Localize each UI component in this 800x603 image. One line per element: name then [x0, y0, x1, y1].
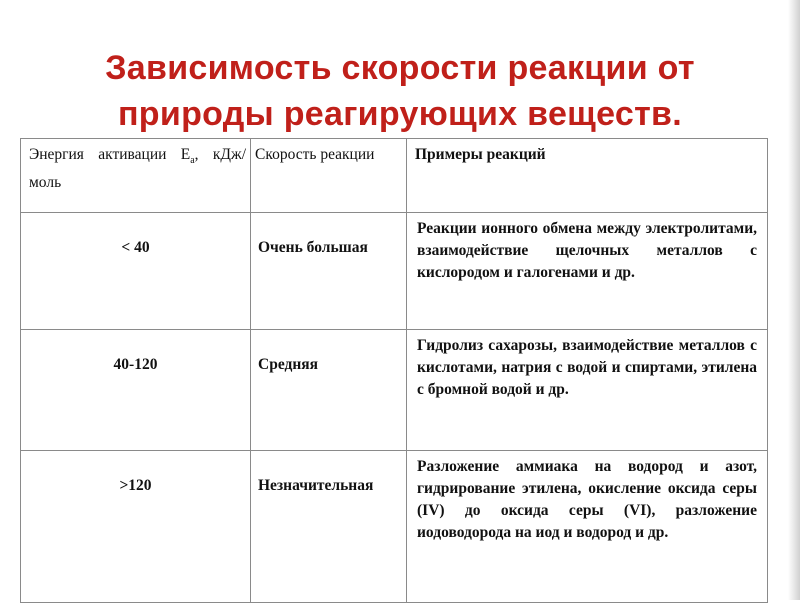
cell-energy: 40-120	[21, 330, 251, 451]
cell-energy: < 40	[21, 213, 251, 330]
header-activation-energy	[21, 139, 251, 213]
cell-examples: Реакции ионного обмена между электролитами, взаимодействие щелочных металлов с кислородом и галогенами и др.	[407, 213, 768, 330]
cell-examples: Разложение аммиака на водород и азот, гидрирование этилена, окисление оксида серы (IV) до оксида серы (VI), разложение иодоводорода на иод и водород и др.	[407, 451, 768, 603]
header-reaction-rate: Скорость реакции	[251, 139, 407, 213]
slide-title	[30, 45, 770, 137]
header-energy-subscript: а	[190, 155, 195, 167]
cell-rate: Средняя	[251, 330, 407, 451]
table-row	[21, 330, 768, 451]
header-energy-tail: , кДж/моль	[29, 146, 246, 192]
slide-edge-shadow	[788, 0, 800, 600]
activation-energy-table	[20, 138, 768, 603]
header-reaction-examples: Примеры реакций	[407, 139, 768, 213]
cell-rate: Незначительная	[251, 451, 407, 603]
slide-title-line-2: природы реагирующих веществ.	[117, 94, 683, 133]
cell-rate: Очень большая	[251, 213, 407, 330]
cell-energy: >120	[21, 451, 251, 603]
table-row	[21, 451, 768, 603]
header-energy-main: Энергия активации Е	[29, 146, 191, 163]
table-header-row	[21, 139, 768, 213]
cell-examples: Гидролиз сахарозы, взаимодействие металлов с кислотами, натрия с водой и спиртами, этилена с бромной водой и др.	[407, 330, 768, 451]
slide-title-line-1: Зависимость скорости реакции от	[105, 48, 695, 87]
table-row	[21, 213, 768, 330]
